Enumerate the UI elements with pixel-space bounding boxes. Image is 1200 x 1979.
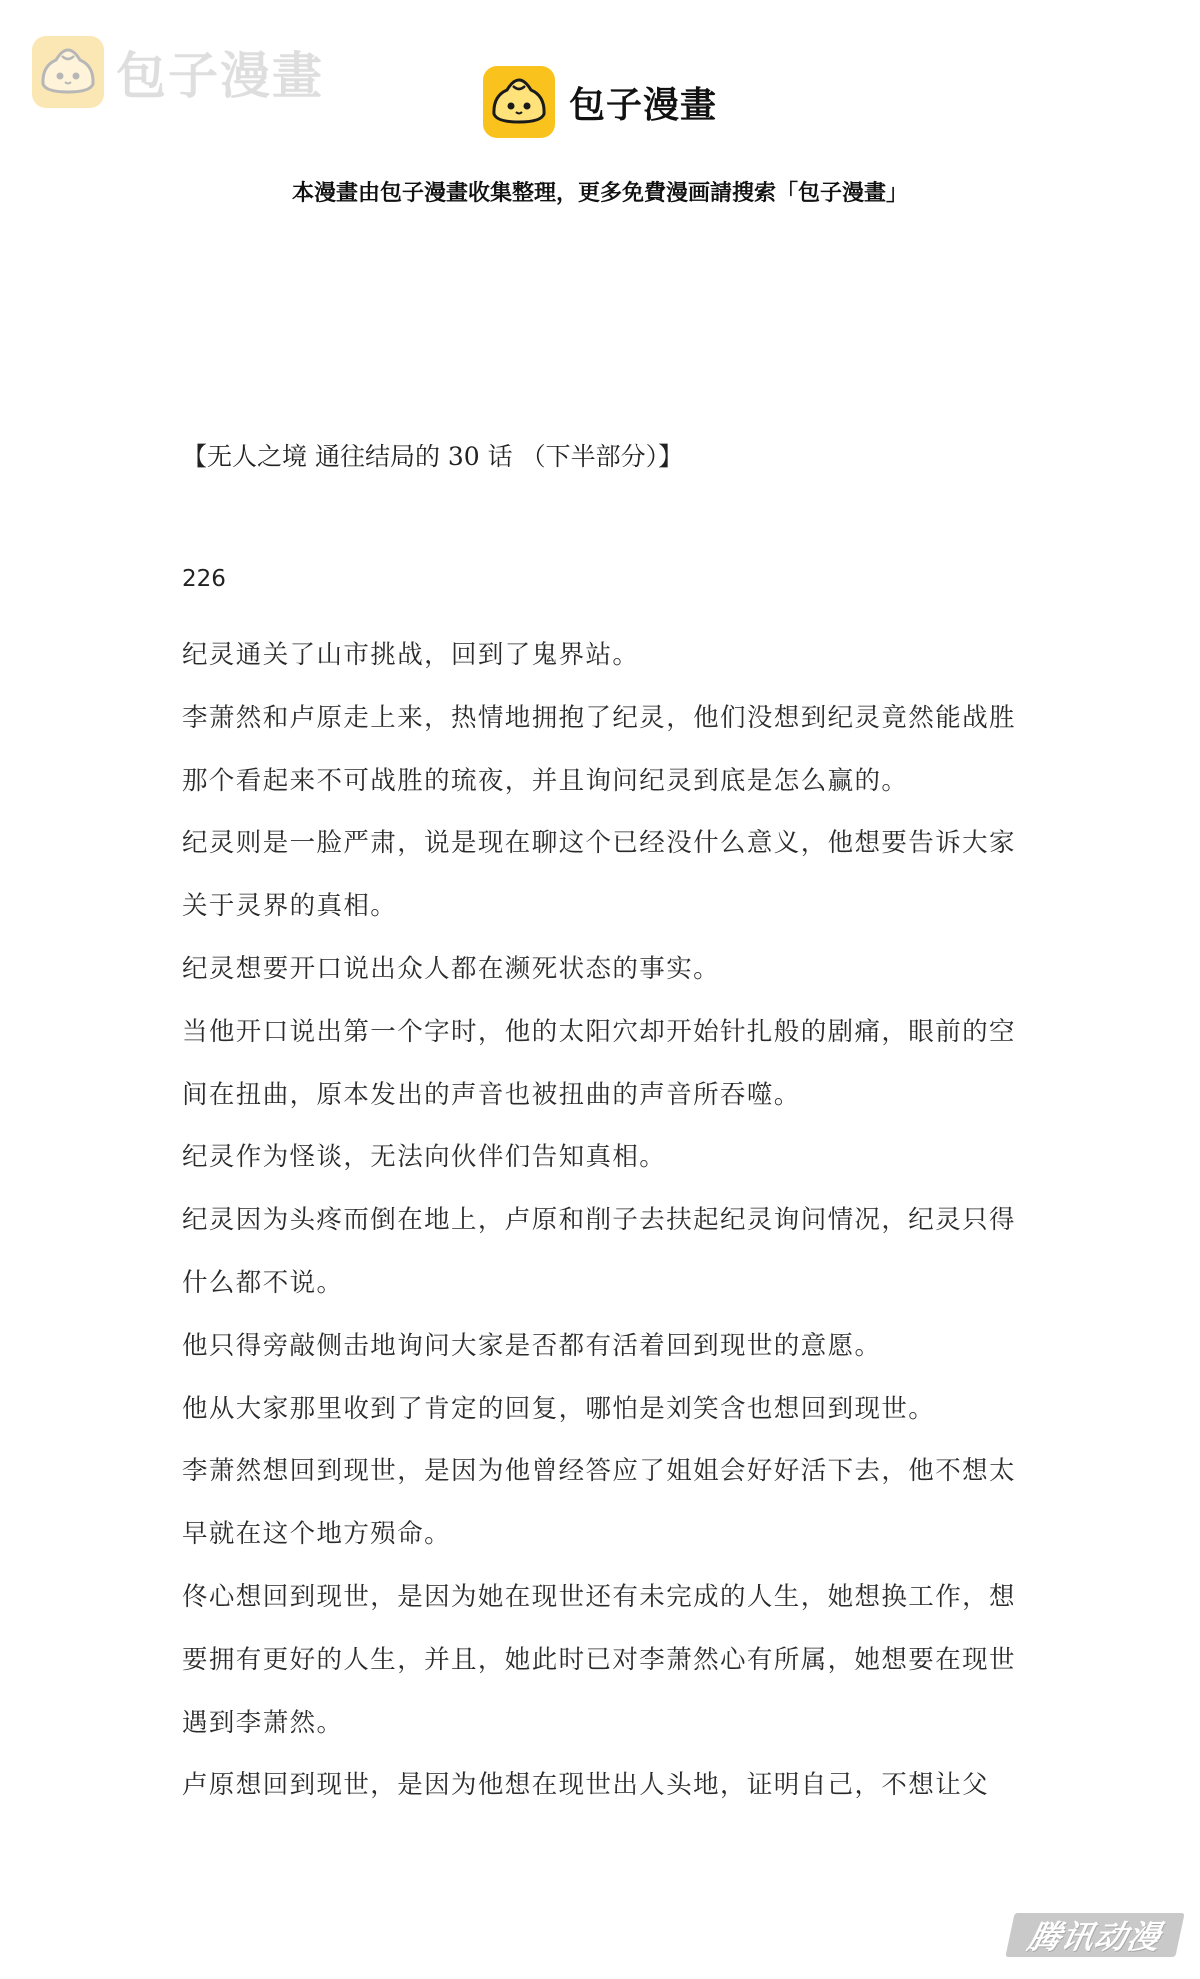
paragraph: 纪灵作为怪谈，无法向伙伴们告知真相。 (182, 1142, 667, 1173)
chapter-number: 226 (182, 566, 226, 592)
paragraph: 纪灵则是一脸严肃，说是现在聊这个已经没什么意义，他想要告诉大家关于灵界的真相。 (182, 828, 1016, 922)
bun-mascot-icon (483, 66, 555, 138)
paragraph-list (182, 624, 1027, 1817)
brand-header (0, 66, 1200, 138)
paragraph: 卢原想回到现世，是因为他想在现世出人头地，证明自己，不想让父 (182, 1770, 990, 1801)
paragraph: 他从大家那里收到了肯定的回复，哪怕是刘笑含也想回到现世。 (182, 1393, 936, 1424)
paragraph: 佟心想回到现世，是因为她在现世还有未完成的人生，她想换工作，想要拥有更好的人生，并且，她此时已对李萧然心有所属，她想要在现世遇到李萧然。 (182, 1581, 1016, 1738)
brand-name: 包子漫畫 (568, 84, 717, 126)
paragraph: 当他开口说出第一个字时，他的太阳穴却开始针扎般的剧痛，眼前的空间在扭曲，原本发出的声音也被扭曲的声音所吞噬。 (182, 1016, 1016, 1110)
document-title: 【无人之境 通往结局的 30 话 （下半部分）】 (182, 442, 684, 471)
watermark-bottom-right (1005, 1913, 1184, 1957)
paragraph: 纪灵通关了山市挑战，回到了鬼界站。 (182, 640, 640, 670)
tagline: 本漫畫由包子漫畫收集整理，更多免費漫画請搜索「包子漫畫」 (291, 181, 908, 206)
paragraph: 他只得旁敲侧击地询问大家是否都有活着回到现世的意愿。 (182, 1330, 882, 1361)
watermark-bottom-right-text: 腾讯动漫 (1024, 1918, 1165, 1956)
paragraph: 纪灵因为头疼而倒在地上，卢原和削子去扶起纪灵询问情况，纪灵只得什么都不说。 (182, 1205, 1016, 1298)
paragraph: 李萧然和卢原走上来，热情地拥抱了纪灵，他们没想到纪灵竟然能战胜那个看起来不可战胜的琉夜，并且询问纪灵到底是怎么赢的。 (182, 702, 1016, 796)
paragraph: 纪灵想要开口说出众人都在濒死状态的事实。 (182, 953, 721, 984)
paragraph: 李萧然想回到现世，是因为他曾经答应了姐姐会好好活下去，他不想太早就在这个地方殒命。 (182, 1456, 1016, 1550)
watermark-top-left-text: 包子漫畫 (116, 47, 324, 105)
